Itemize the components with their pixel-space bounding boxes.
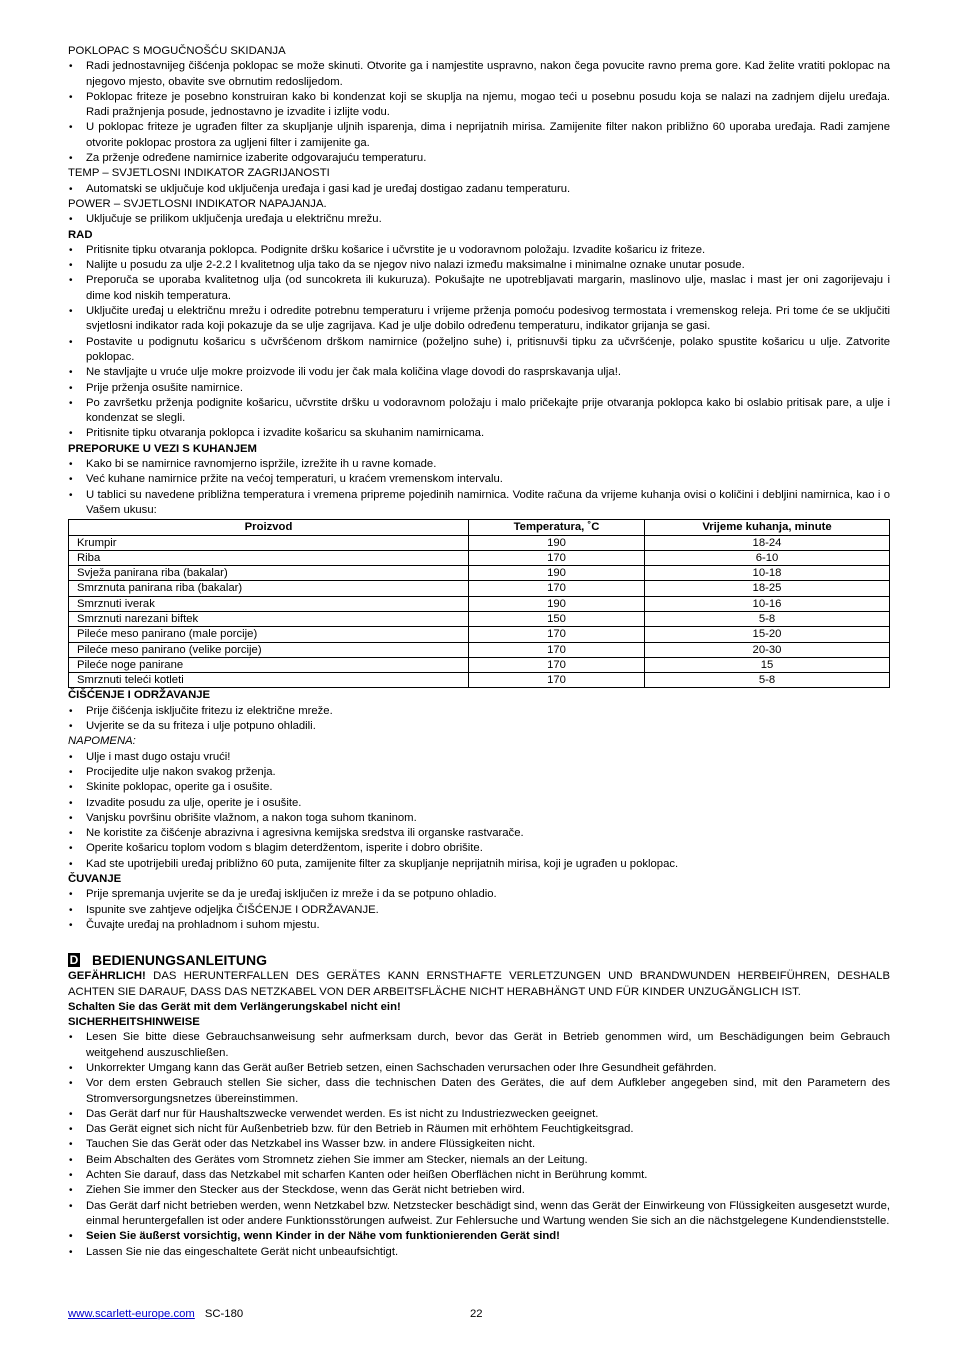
german-section-heading [68, 951, 890, 969]
list-item: • Automatski se uključuje kod uključenja uređaja i gasi kad je uređaj dostigao zadanu temperaturu. [68, 182, 890, 197]
table-row [69, 550, 890, 565]
table-row [69, 596, 890, 611]
warning-label: GEFÄHRLICH! [68, 970, 146, 983]
list-item: • Kako bi se namirnice ravnomjerno ispržile, izrežite ih u ravne komade. [68, 457, 890, 472]
page-content [68, 44, 890, 1260]
list-item: • Uvjerite se da su friteza i ulje potpuno ohladili. [68, 719, 890, 734]
section-title-power: POWER – SVJETLOSNI INDIKATOR NAPAJANJA. [68, 197, 327, 210]
bullet-list-temp [68, 182, 890, 197]
bullet-list-note [68, 750, 890, 872]
list-item: • Izvadite posudu za ulje, operite je i osušite. [68, 796, 890, 811]
table-row [69, 657, 890, 672]
list-item: • Ziehen Sie immer den Stecker aus der Steckdose, wenn das Gerät nicht betrieben wird. [68, 1183, 890, 1198]
list-item: • Prije spremanja uvjerite se da je uređaj isključen iz mreže i da se potpuno ohladio. [68, 887, 890, 902]
german-section-title: BEDIENUNGSANLEITUNG [92, 952, 268, 969]
bullet-list-rad [68, 243, 890, 442]
table-cell: 18-25 [645, 581, 890, 596]
list-item: • Lesen Sie bitte diese Gebrauchsanweisung sehr aufmerksam durch, bevor das Gerät in Betrieb genommen wird, um Beschädigungen beim Gebrauch weitgehend auszuschließen. [68, 1030, 890, 1061]
list-item: • Prije čišćenja isključite fritezu iz električne mreže. [68, 704, 890, 719]
table-cell: 170 [469, 673, 645, 688]
list-item: • Beim Abschalten des Gerätes vom Stromnetz ziehen Sie immer am Stecker, niemals an der Leitung. [68, 1153, 890, 1168]
bullet-list-cooking [68, 457, 890, 518]
language-badge: D [69, 953, 79, 968]
safety-title: SICHERHEITSHINWEISE [68, 1016, 200, 1029]
list-item: • Unkorrekter Umgang kann das Gerät außer Betrieb setzen, einen Sachschaden verursachen oder Ihre Gesundheit gefährden. [68, 1061, 890, 1076]
list-item: • Das Gerät darf nicht betrieben werden, wenn Netzkabel bzw. Netzstecker beschädigt sind, wenn das Gerät der Einwirkeung von Flüssigkeiten ausgesetzt wurde, einmal heruntergefallen ist oder andere Funktionsstörungen aufweist. Zur Fehlersuche und Wartung wenden Sie sich an die nächstgelegene Kundendienststelle. [68, 1199, 890, 1230]
list-item: • Ne stavljajte u vruće ulje mokre proizvode ili vodu jer čak mala količina vlage dovodi do rasprskavanja ulja!. [68, 365, 890, 380]
list-item: • Prije prženja osušite namirnice. [68, 381, 890, 396]
table-cell: 170 [469, 627, 645, 642]
list-item: • Preporuča se uporaba kvalitetnog ulja (od suncokreta ili kukuruza). Pokušajte ne upotrebljavati margarin, maslinovo ulje, maslac i mast jer oni zagorijevaju i dime kod niskih temperatura. [68, 273, 890, 304]
table-cell: 5-8 [645, 611, 890, 626]
list-item: • Poklopac friteze je posebno konstruiran kako bi kondenzat koji se skuplja na njemu, mogao teći u posebnu posudu koja se nalazi na zadnjem dijelu uređaja. Radi pražnjenja posude, jednostavno je izvadite i izlijte vodu. [68, 90, 890, 121]
list-item: • Radi jednostavnijeg čišćenja poklopac se može skinuti. Otvorite ga i namjestite uspravno, nakon čega povucite ravno prema gore. Kad želite vratiti poklopac na njegovo mjesto, obavite sve obrnutim redoslijedom. [68, 59, 890, 90]
table-cell: Smrznuti iverak [69, 596, 469, 611]
table-cell: 20-30 [645, 642, 890, 657]
list-item: • Kad ste upotrijebili uređaj približno 60 puta, zamijenite filter za skupljanje neprijatnih mirisa, koji je ugrađen u poklopac. [68, 857, 890, 872]
table-cell: Smrznuti teleći kotleti [69, 673, 469, 688]
list-item: • Uključite uređaj u električnu mrežu i odredite potrebnu temperaturu i vrijeme prženja pomoću podesivog termostata i vremenskog releja. Pri tome će se uključiti svjetlosni indikator rada koji pokazuje da se ulje zagrijava. Kad je ulje dobilo određenu temperaturu, indikator grijanja se gasi. [68, 304, 890, 335]
table-cell: 190 [469, 596, 645, 611]
table-cell: Riba [69, 550, 469, 565]
table-cell: 15 [645, 657, 890, 672]
table-header-row [69, 520, 890, 535]
section-title-lid: POKLOPAC S MOGUČNOŠĆU SKIDANJA [68, 45, 286, 57]
cooking-table [68, 519, 890, 688]
list-item: • Ulje i mast dugo ostaju vrući! [68, 750, 890, 765]
column-header: Proizvod [69, 520, 469, 535]
table-cell: 10-16 [645, 596, 890, 611]
list-item: • Vor dem ersten Gebrauch stellen Sie sicher, dass die technischen Daten des Gerätes, die auf dem Aufkleber angegeben sind, mit den Parametern des Stromversorgungsnetzes übereinstimmen. [68, 1076, 890, 1107]
section-title-rad: RAD [68, 228, 93, 241]
bullet-list-storage [68, 887, 890, 933]
list-item: • Skinite poklopac, operite ga i osušite. [68, 780, 890, 795]
list-item: • Uključuje se prilikom uključenja uređaja u električnu mrežu. [68, 212, 890, 227]
bullet-list-lid [68, 59, 890, 166]
section-title-temp: TEMP – SVJETLOSNI INDIKATOR ZAGRIJANOSTI [68, 167, 330, 180]
table-row [69, 627, 890, 642]
warning-text: DAS HERUNTERFALLEN DES GERÄTES KANN ERNSTHAFTE VERLETZUNGEN UND BRANDWUNDEN HERBEIFÜHREN, DESHALB ACHTEN SIE DARAUF, DASS DAS NETZKABEL VON DER ARBEITSFLÄCHE NICHT HERABHÄNGT UND FÜR KINDER UNZUGÄNGLICH IST. [68, 970, 890, 998]
table-cell: 170 [469, 642, 645, 657]
table-row [69, 642, 890, 657]
section-title-cleaning: ČIŠĆENJE I ODRŽAVANJE [68, 689, 211, 702]
list-item: • Pritisnite tipku otvaranja poklopca i izvadite košaricu sa skuhanim namirnicama. [68, 426, 890, 441]
list-item: • Seien Sie äußerst vorsichtig, wenn Kinder in der Nähe vom funktionierenden Gerät sind! [68, 1229, 890, 1244]
table-cell: Pileće meso panirano (male porcije) [69, 627, 469, 642]
table-cell: 170 [469, 581, 645, 596]
table-row [69, 673, 890, 688]
list-item: • Procijedite ulje nakon svakog prženja. [68, 765, 890, 780]
list-item: • Po završetku prženja podignite košaricu, učvrstite dršku u vodoravnom položaju i malo pričekajte prije otvaranja poklopca kako bi oslabio pritisak pare, a ulje i kondenzat se slegli. [68, 396, 890, 427]
list-item: • Postavite u podignutu košaricu s učvršćenom drškom namirnice (poželjno suhe) i, pritisnuvši tipku za učvršćenje, polako spustite košaricu u ulje. Zatvorite poklopac. [68, 335, 890, 366]
table-cell: Svježa panirana riba (bakalar) [69, 566, 469, 581]
section-title-storage: ČUVANJE [68, 873, 122, 886]
column-header: Temperatura, ˚C [469, 520, 645, 535]
section-title-cooking: PREPORUKE U VEZI S KUHANJEM [68, 442, 257, 455]
table-cell: Pileće noge panirane [69, 657, 469, 672]
table-cell: Pileće meso panirano (velike porcije) [69, 642, 469, 657]
note-title: NAPOMENA: [68, 735, 136, 748]
website-link[interactable]: www.scarlett-europe.com [68, 1308, 195, 1320]
list-item: • U poklopac friteze je ugrađen filter za skupljanje uljnih isparenja, dima i neprijatnih mirisa. Zamijenite filter nakon približno 60 uporaba uređaja. Radi zamjene otvorite poklopac prostora za ugljeni filter i zamijenite ga. [68, 120, 890, 151]
table-cell: Smrznuta panirana riba (bakalar) [69, 581, 469, 596]
table-cell: 5-8 [645, 673, 890, 688]
bullet-list-cleaning [68, 704, 890, 735]
table-cell: 15-20 [645, 627, 890, 642]
list-item: • Vanjsku površinu obrišite vlažnom, a nakon toga suhom tkaninom. [68, 811, 890, 826]
column-header: Vrijeme kuhanja, minute [645, 520, 890, 535]
list-item: • Ispunite sve zahtjeve odjeljka ČIŠĆENJE I ODRŽAVANJE. [68, 903, 890, 918]
list-item: • Nalijte u posudu za ulje 2-2.2 l kvalitetnog ulja tako da se njegov nivo nalazi između maksimalne i minimalne oznake unutar posude. [68, 258, 890, 273]
list-item: • Čuvajte uređaj na prohladnom i suhom mjestu. [68, 918, 890, 933]
list-item: • U tablici su navedene približna temperatura i vremena pripreme pojedinih namirnica. Vodite računa da vrijeme kuhanja ovisi o količini i debljini namirnica, kao i o Vašem ukusu: [68, 488, 890, 519]
list-item: • Već kuhane namirnice pržite na većoj temperaturi, u kraćem vremenskom intervalu. [68, 472, 890, 487]
list-item: • Lassen Sie nie das eingeschaltete Gerät nicht unbeaufsichtigt. [68, 1245, 890, 1260]
list-item: • Pritisnite tipku otvaranja poklopca. Podignite dršku košarice i učvrstite je u vodoravnom položaju. Izvadite košaricu iz friteze. [68, 243, 890, 258]
bullet-list-power [68, 212, 890, 227]
table-cell: 18-24 [645, 535, 890, 550]
extension-cable-warning: Schalten Sie das Gerät mit dem Verlängerungskabel nicht ein! [68, 1000, 401, 1013]
page-number: 22 [470, 1308, 483, 1320]
table-cell: 10-18 [645, 566, 890, 581]
table-row [69, 581, 890, 596]
list-item: • Das Gerät eignet sich nicht für Außenbetrieb bzw. für den Betrieb in Räumen mit erhöhtem Feuchtigkeitsgrad. [68, 1122, 890, 1137]
table-cell: 190 [469, 535, 645, 550]
table-row [69, 535, 890, 550]
list-item: • Operite košaricu toplom vodom s blagim deterdžentom, isperite i dobro obrišite. [68, 841, 890, 856]
table-cell: 150 [469, 611, 645, 626]
table-cell: 6-10 [645, 550, 890, 565]
list-item: • Ne koristite za čišćenje abrazivna i agresivna kemijska sredstva ili organske rastvarače. [68, 826, 890, 841]
list-item: • Achten Sie darauf, dass das Netzkabel mit scharfen Kanten oder heißen Oberflächen nicht in Berührung kommt. [68, 1168, 890, 1183]
table-cell: 170 [469, 550, 645, 565]
table-row [69, 611, 890, 626]
bullet-list-safety [68, 1030, 890, 1259]
table-row [69, 566, 890, 581]
list-item: • Tauchen Sie das Gerät oder das Netzkabel ins Wasser bzw. in andere Flüssigkeiten nicht. [68, 1137, 890, 1152]
table-cell: 190 [469, 566, 645, 581]
table-cell: Smrznuti narezani biftek [69, 611, 469, 626]
list-item: • Das Gerät darf nur für Haushaltszwecke verwendet werden. Es ist nicht zu Industriezwecken geeignet. [68, 1107, 890, 1122]
warning-paragraph [68, 969, 890, 1000]
model-number: SC-180 [204, 1308, 244, 1320]
table-cell: Krumpir [69, 535, 469, 550]
page-footer [68, 1308, 890, 1320]
table-cell: 170 [469, 657, 645, 672]
list-item: • Za prženje određene namirnice izaberite odgovarajuću temperaturu. [68, 151, 890, 166]
